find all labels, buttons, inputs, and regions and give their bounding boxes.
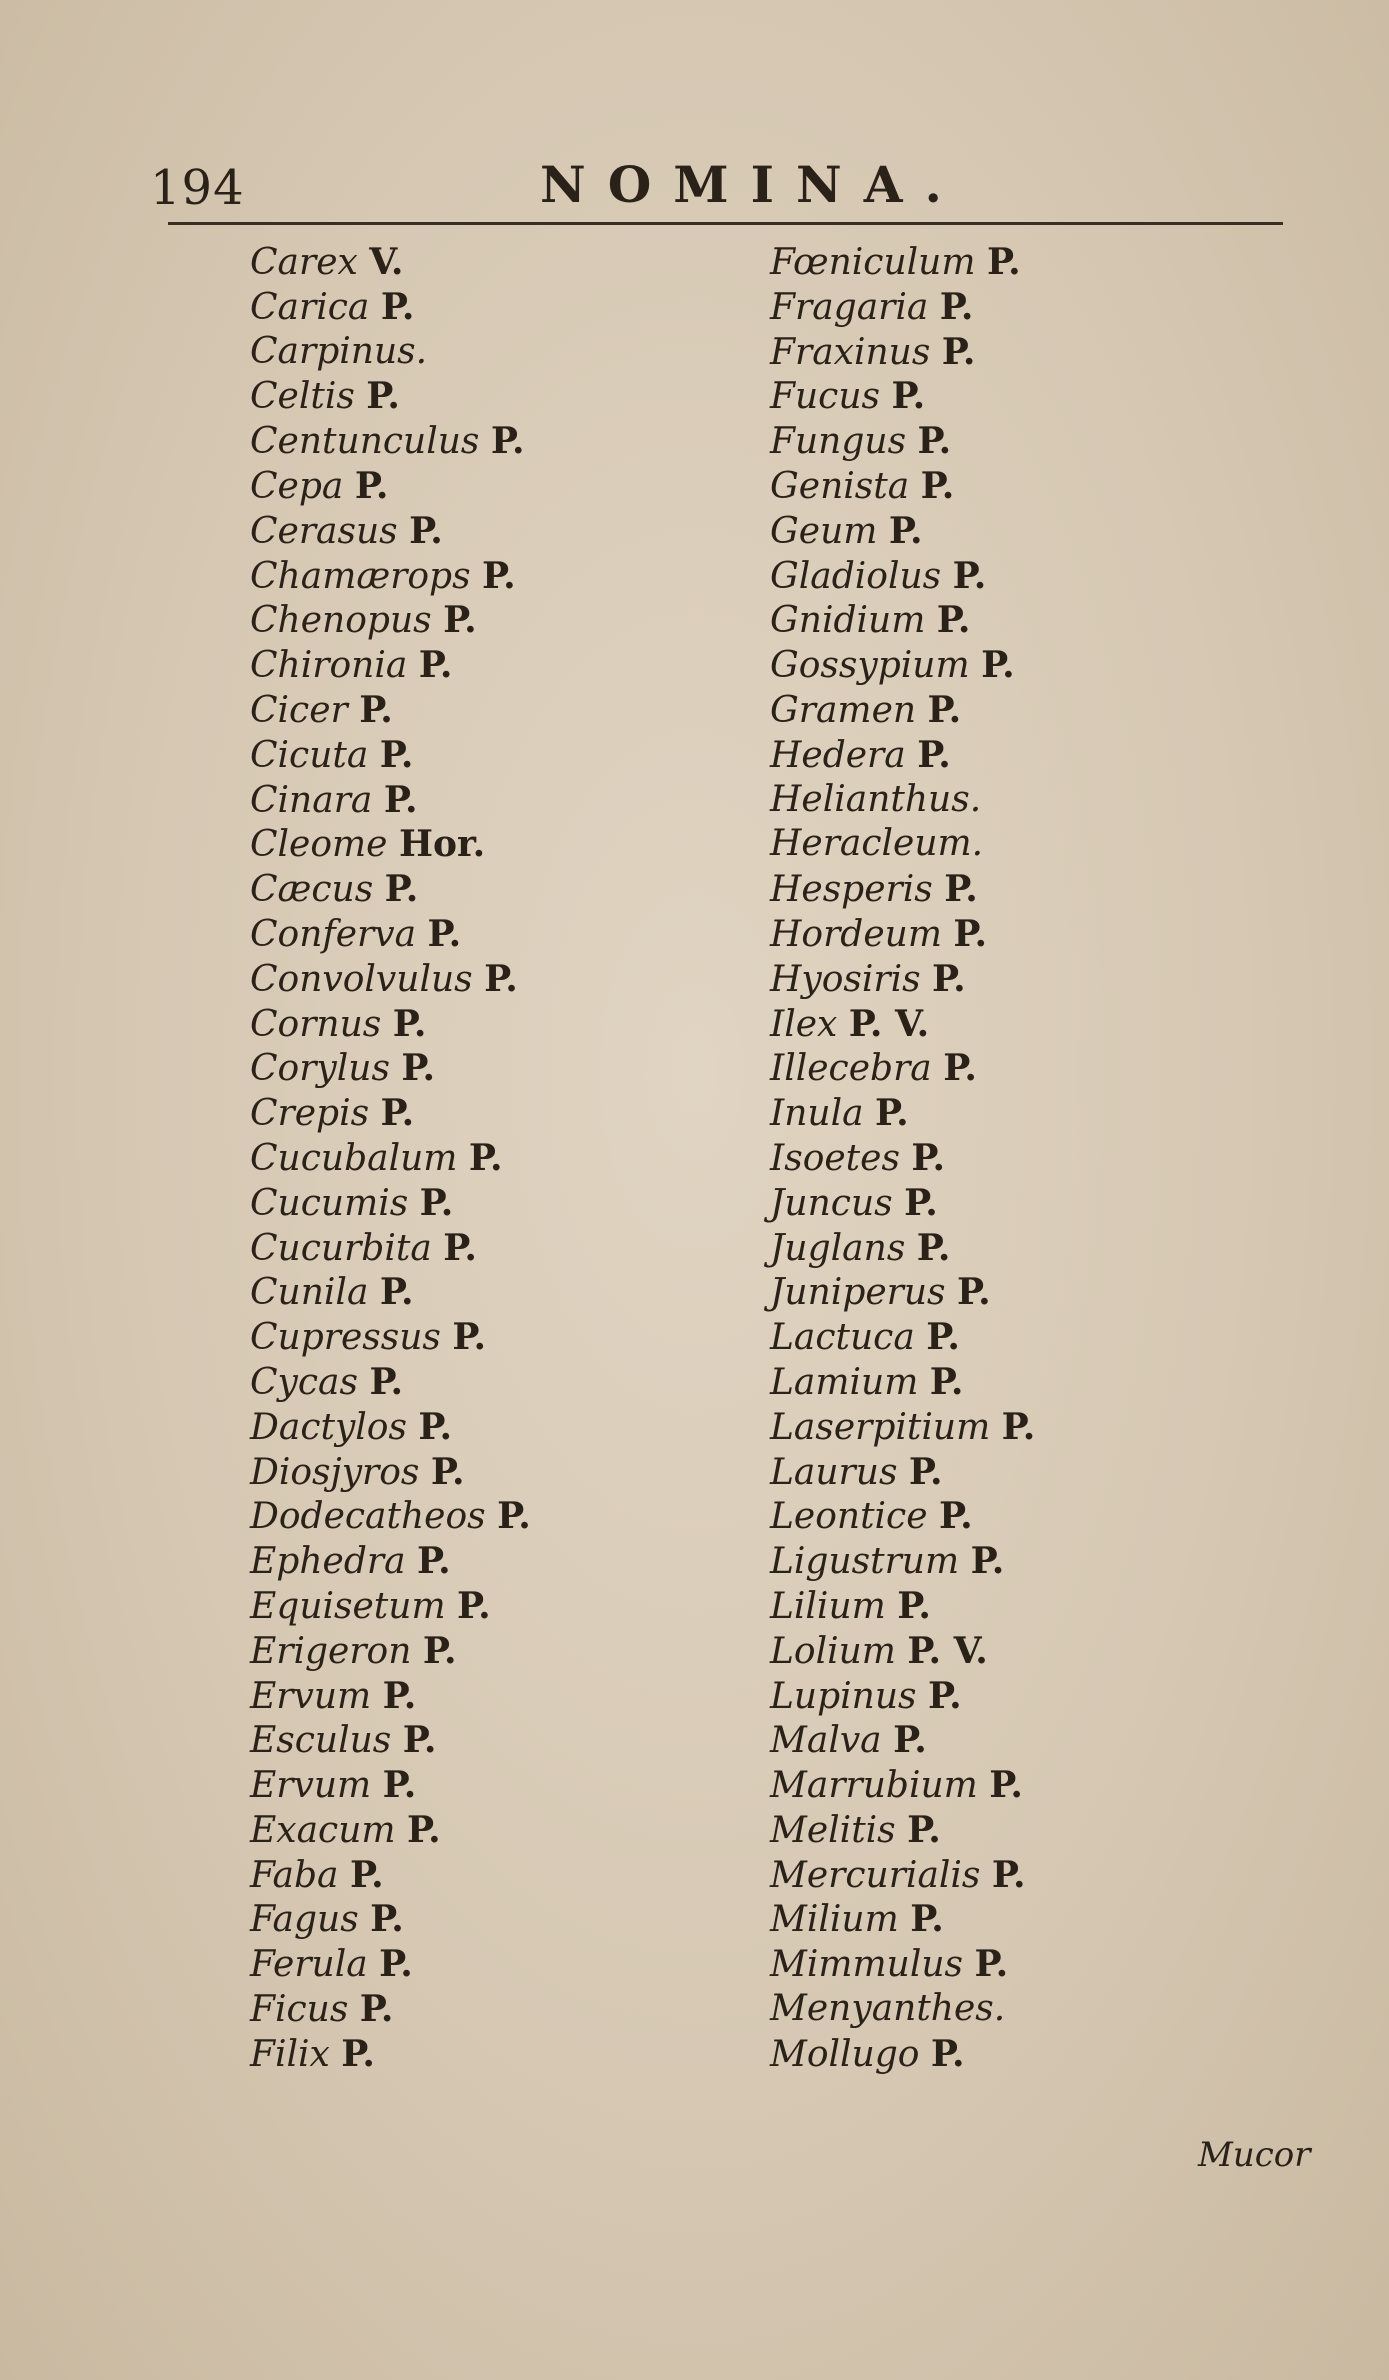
authority-abbrev: P. [359, 1988, 394, 2031]
authority-abbrev: P. [944, 868, 978, 911]
index-entry [770, 374, 1290, 419]
plant-name: Isoetes [770, 1137, 900, 1179]
authority-abbrev: V. [369, 241, 404, 283]
authority-abbrev: P. [888, 509, 923, 552]
index-entry [770, 1494, 1290, 1539]
index-entry [250, 330, 770, 375]
authority-abbrev: P. [370, 1898, 404, 1941]
authority-abbrev: P. [957, 1271, 991, 1314]
index-entry [250, 1629, 770, 1674]
index-entry [770, 778, 1290, 823]
plant-name: Lilium [770, 1585, 886, 1627]
plant-name: Milium [770, 1899, 899, 1941]
authority-abbrev: P. [970, 1540, 1005, 1583]
plant-name: Ligustrum [770, 1541, 960, 1583]
index-entry [770, 1046, 1290, 1091]
authority-abbrev: P. [379, 733, 414, 776]
plant-name: Convolvulus [250, 958, 473, 1000]
index-entry [770, 1270, 1290, 1315]
index-entry [250, 1718, 770, 1763]
plant-name: Ferula [250, 1944, 368, 1986]
plant-name: Cæcus [250, 869, 374, 911]
index-entry [250, 1270, 770, 1315]
authority-abbrev: P. [943, 1047, 977, 1090]
authority-abbrev: P. [443, 1226, 477, 1269]
plant-name: Faba [250, 1854, 339, 1896]
index-entry [770, 1450, 1290, 1495]
plant-name: Mercurialis [770, 1854, 981, 1896]
plant-name: Marrubium [770, 1765, 978, 1807]
authority-abbrev: P. [382, 1674, 417, 1717]
authority-abbrev: P. [917, 733, 951, 776]
plant-name: Lactuca [770, 1317, 915, 1359]
plant-name: Lamium [770, 1361, 919, 1403]
index-entry [770, 1226, 1290, 1271]
plant-name: Crepis [250, 1093, 370, 1135]
header-rule [168, 222, 1283, 225]
authority-abbrev: P. [359, 688, 393, 731]
authority-abbrev: P. [911, 1136, 946, 1179]
index-entry [250, 1002, 770, 1047]
plant-name: Carica [250, 286, 370, 328]
index-entry [770, 330, 1290, 375]
plant-name: Ervum [250, 1675, 372, 1717]
authority-abbrev: P. [490, 420, 525, 463]
index-entry [770, 643, 1290, 688]
index-entry [770, 1405, 1290, 1450]
plant-name: Gladiolus [770, 555, 942, 597]
plant-name: Hedera [770, 734, 906, 776]
plant-name: Cornus [250, 1003, 382, 1045]
plant-name: Exacum [250, 1809, 396, 1851]
authority-abbrev: P. [379, 1943, 413, 1986]
index-entry [770, 1897, 1290, 1942]
plant-name: Illecebra [770, 1048, 932, 1090]
authority-abbrev: P. [422, 1629, 457, 1672]
authority-abbrev: P. [401, 1047, 436, 1090]
plant-name: Ilex [770, 1003, 838, 1045]
index-entry [250, 688, 770, 733]
index-entry [770, 733, 1290, 778]
index-entry [770, 1584, 1290, 1629]
authority-abbrev: P. [482, 554, 516, 597]
plant-name: Chenopus [250, 600, 432, 642]
plant-name: Esculus [250, 1720, 392, 1762]
right-column [770, 240, 1290, 2077]
authority-abbrev: P. [929, 1360, 964, 1403]
plant-name: Fagus [250, 1899, 359, 1941]
authority-abbrev: P. [939, 285, 974, 328]
index-entry [770, 1136, 1290, 1181]
authority-abbrev: P. [379, 1271, 414, 1314]
plant-name: Cleome [250, 824, 388, 866]
index-entry [250, 822, 770, 867]
plant-name: Celtis [250, 376, 355, 418]
plant-name: Carpinus. [250, 330, 428, 372]
authority-abbrev: Hor. [398, 823, 486, 866]
plant-name: Fraxinus [770, 331, 931, 373]
index-entry [250, 285, 770, 330]
index-entry [250, 1450, 770, 1495]
authority-abbrev: P. [406, 1808, 441, 1851]
index-entry [250, 1853, 770, 1898]
index-entry [250, 1942, 770, 1987]
plant-name: Laurus [770, 1451, 898, 1493]
authority-abbrev: P. [989, 1764, 1023, 1807]
index-entry [250, 1360, 770, 1405]
authority-abbrev: P. [926, 1316, 960, 1359]
plant-name: Cucumis [250, 1182, 409, 1224]
index-entry [250, 374, 770, 419]
index-entry [770, 2032, 1290, 2077]
authority-abbrev: P. [907, 1808, 941, 1851]
plant-name: Mollugo [770, 2033, 920, 2075]
authority-abbrev: P. [893, 1719, 927, 1762]
authority-abbrev: P. [341, 2032, 375, 2075]
index-entry [250, 778, 770, 823]
index-entry [250, 1584, 770, 1629]
authority-abbrev: P. [497, 1495, 531, 1538]
running-head: NOMINA. [540, 155, 964, 214]
index-entry [770, 957, 1290, 1002]
authority-abbrev: P. [366, 375, 400, 418]
plant-name: Cerasus [250, 510, 398, 552]
plant-name: Cepa [250, 465, 344, 507]
plant-name: Hyosiris [770, 958, 921, 1000]
plant-name: Fucus [770, 376, 880, 418]
plant-name: Equisetum [250, 1585, 446, 1627]
index-entry [770, 1763, 1290, 1808]
left-column [250, 240, 770, 2077]
authority-abbrev: P. [986, 241, 1021, 283]
authority-abbrev: P. [916, 1226, 951, 1269]
index-entry [250, 1539, 770, 1584]
plant-name: Cicuta [250, 734, 369, 776]
authority-abbrev: P. [991, 1853, 1026, 1896]
plant-name: Filix [250, 2033, 330, 2075]
index-entry [250, 957, 770, 1002]
plant-name: Geum [770, 510, 878, 552]
index-entry [770, 419, 1290, 464]
plant-name: Gnidium [770, 600, 926, 642]
authority-abbrev: P. [380, 1092, 415, 1135]
index-entry [770, 1674, 1290, 1719]
plant-name: Hordeum [770, 913, 942, 955]
plant-name: Cucubalum [250, 1137, 458, 1179]
authority-abbrev: P. [910, 1898, 944, 1941]
index-entry [250, 1494, 770, 1539]
index-entry [250, 464, 770, 509]
authority-abbrev: P. [952, 554, 987, 597]
authority-abbrev: P. [452, 1316, 487, 1359]
page-number: 194 [150, 160, 245, 216]
plant-name: Chamærops [250, 555, 471, 597]
index-entry [770, 285, 1290, 330]
plant-name: Corylus [250, 1048, 390, 1090]
plant-name: Juniperus [770, 1272, 946, 1314]
index-entry [250, 733, 770, 778]
index-entry [770, 1539, 1290, 1584]
index-entry [250, 1405, 770, 1450]
index-entry [770, 912, 1290, 957]
index-entry [770, 509, 1290, 554]
index-entry [250, 867, 770, 912]
index-entry [770, 1853, 1290, 1898]
plant-name: Ephedra [250, 1541, 406, 1583]
index-entry [770, 1987, 1290, 2032]
index-entry [770, 1718, 1290, 1763]
authority-abbrev: P. [430, 1450, 465, 1493]
plant-name: Gramen [770, 689, 917, 731]
authority-abbrev: P. [418, 644, 453, 687]
plant-name: Fœniculum [770, 242, 976, 283]
authority-abbrev: P. V. [848, 1002, 930, 1045]
plant-name: Genista [770, 465, 910, 507]
index-entry [770, 1808, 1290, 1853]
authority-abbrev: P. [380, 285, 415, 328]
authority-abbrev: P. [409, 509, 443, 552]
index-entry [770, 464, 1290, 509]
plant-name: Helianthus. [770, 778, 982, 820]
index-entry [250, 1181, 770, 1226]
authority-abbrev: P. [402, 1719, 437, 1762]
plant-name: Hesperis [770, 869, 933, 911]
plant-name: Cupressus [250, 1317, 441, 1359]
index-entry [770, 1942, 1290, 1987]
plant-name: Centunculus [250, 421, 480, 463]
index-entry [250, 1763, 770, 1808]
plant-name: Fungus [770, 421, 907, 463]
plant-name: Dodecatheos [250, 1496, 486, 1538]
index-entry [770, 1360, 1290, 1405]
plant-name: Cinara [250, 779, 373, 821]
plant-name: Leontice [770, 1496, 928, 1538]
index-entry [250, 1987, 770, 2032]
index-entry [250, 643, 770, 688]
authority-abbrev: P. [1001, 1405, 1036, 1448]
index-entry [250, 1091, 770, 1136]
index-entry [770, 1181, 1290, 1226]
authority-abbrev: P. [941, 330, 976, 373]
index-entry [250, 1808, 770, 1853]
authority-abbrev: P. [384, 868, 419, 911]
plant-name: Ervum [250, 1765, 372, 1807]
plant-name: Cucurbita [250, 1227, 432, 1269]
authority-abbrev: P. [891, 375, 926, 418]
plant-name: Gossypium [770, 645, 970, 687]
index-entry [250, 509, 770, 554]
authority-abbrev: P. [382, 1764, 417, 1807]
catchword: Mucor [1198, 2135, 1311, 2175]
plant-name: Erigeron [250, 1630, 412, 1672]
index-entry [250, 240, 770, 285]
index-entry [770, 1091, 1290, 1136]
plant-name: Menyanthes. [770, 1988, 1006, 2030]
plant-name: Juglans [770, 1227, 906, 1269]
authority-abbrev: P. [875, 1092, 909, 1135]
index-entry [250, 1136, 770, 1181]
index-entry [250, 598, 770, 643]
index-entry [250, 419, 770, 464]
authority-abbrev: P. [349, 1853, 384, 1896]
plant-name: Ficus [250, 1989, 349, 2031]
plant-name: Dactylos [250, 1406, 407, 1448]
plant-name: Carex [250, 242, 358, 283]
authority-abbrev: P. V. [907, 1629, 988, 1672]
index-entry [250, 1315, 770, 1360]
plant-name: Inula [770, 1093, 864, 1135]
authority-abbrev: P. [938, 1495, 973, 1538]
authority-abbrev: P. [468, 1136, 503, 1179]
authority-abbrev: P. [427, 912, 462, 955]
authority-abbrev: P. [974, 1943, 1009, 1986]
index-entry [250, 1046, 770, 1091]
index-entry [250, 1897, 770, 1942]
plant-name: Diosjyros [250, 1451, 420, 1493]
index-entry [770, 240, 1290, 285]
authority-abbrev: P. [981, 644, 1015, 687]
authority-abbrev: P. [392, 1002, 427, 1045]
authority-abbrev: P. [927, 1674, 962, 1717]
authority-abbrev: P. [419, 1181, 454, 1224]
authority-abbrev: P. [932, 957, 966, 1000]
authority-abbrev: P. [920, 464, 955, 507]
authority-abbrev: P. [418, 1405, 453, 1448]
index-entry [770, 1315, 1290, 1360]
authority-abbrev: P. [354, 464, 389, 507]
authority-abbrev: P. [443, 599, 477, 642]
plant-name: Laserpitium [770, 1406, 991, 1448]
index-entry [770, 554, 1290, 599]
authority-abbrev: P. [484, 957, 518, 1000]
authority-abbrev: P. [383, 778, 418, 821]
plant-name: Cunila [250, 1272, 369, 1314]
plant-name: Chironia [250, 645, 408, 687]
plant-name: Malva [770, 1720, 882, 1762]
plant-name: Juncus [770, 1182, 893, 1224]
plant-name: Cicer [250, 689, 348, 731]
authority-abbrev: P. [930, 2032, 965, 2075]
authority-abbrev: P. [927, 688, 962, 731]
plant-name: Lupinus [770, 1675, 917, 1717]
plant-name: Heracleum. [770, 823, 984, 865]
plant-name: Lolium [770, 1630, 896, 1672]
plant-name: Fragaria [770, 286, 929, 328]
authority-abbrev: P. [953, 912, 988, 955]
index-entry [250, 1674, 770, 1719]
index-entry [250, 912, 770, 957]
authority-abbrev: P. [936, 599, 971, 642]
plant-name: Melitis [770, 1809, 896, 1851]
index-entry [770, 598, 1290, 643]
plant-name: Conferva [250, 913, 417, 955]
authority-abbrev: P. [917, 420, 952, 463]
index-entry [770, 1629, 1290, 1674]
index-entry [770, 822, 1290, 867]
index-entry [770, 867, 1290, 912]
index-entry [250, 1226, 770, 1271]
authority-abbrev: P. [457, 1584, 491, 1627]
authority-abbrev: P. [908, 1450, 943, 1493]
authority-abbrev: P. [416, 1540, 451, 1583]
authority-abbrev: P. [897, 1584, 931, 1627]
authority-abbrev: P. [904, 1181, 938, 1224]
plant-name: Mimmulus [770, 1944, 964, 1986]
index-entry [770, 688, 1290, 733]
index-entry [250, 554, 770, 599]
plant-name: Cycas [250, 1361, 358, 1403]
authority-abbrev: P. [369, 1360, 404, 1403]
index-entry [770, 1002, 1290, 1047]
index-entry [250, 2032, 770, 2077]
